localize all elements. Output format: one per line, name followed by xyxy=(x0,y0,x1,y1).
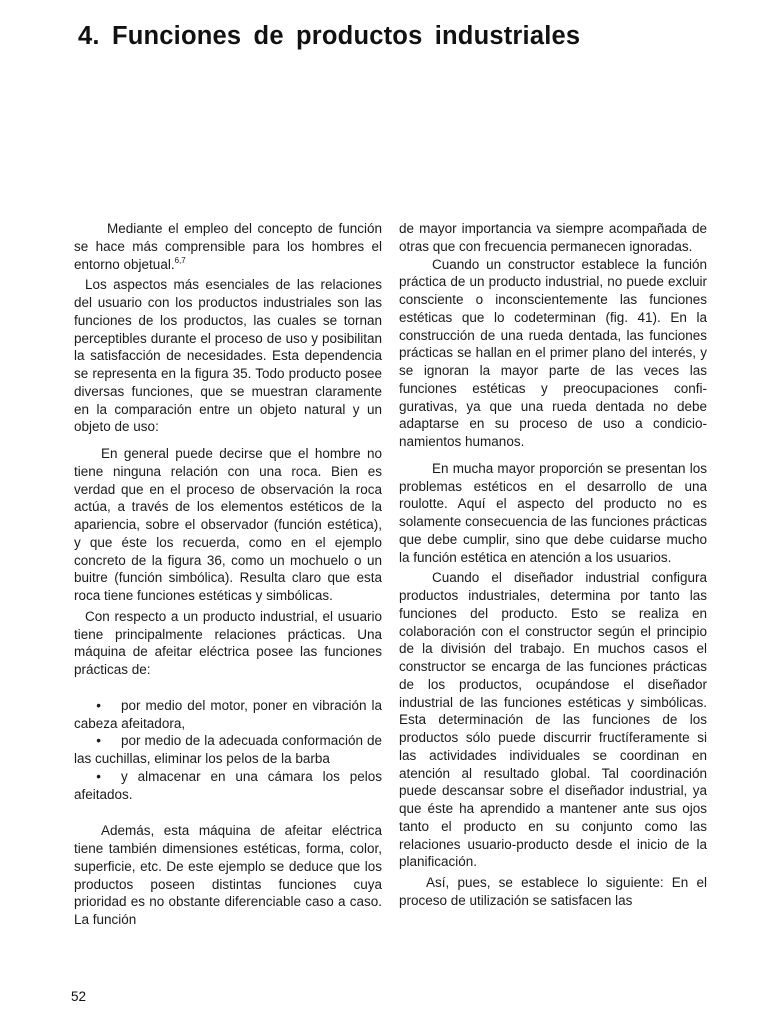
bullet-icon: • xyxy=(96,697,101,713)
bullet-icon: • xyxy=(96,733,101,749)
page-number: 52 xyxy=(71,989,87,1004)
paragraph-text: Mediante el empleo del concepto de función se hace más comprensible para los hombres el entorno objetual. xyxy=(74,221,382,272)
list-item xyxy=(74,697,382,733)
page-title: 4. Funciones de productos industriales xyxy=(78,22,581,50)
list-item xyxy=(74,732,382,768)
list-item-text: por medio del motor, poner en vibración la cabeza afeitadora, xyxy=(74,697,382,731)
list-item-text: y almacenar en una cámara los pelos afeitados. xyxy=(74,768,382,802)
bullet-list xyxy=(74,697,382,804)
paragraph: Así, pues, se establece lo siguiente: En el proceso de utilización se satisfacen las xyxy=(399,875,707,908)
paragraph: Con respecto a un producto industrial, el usuario tiene principalmente relaciones prácticas. Una máquina de afeitar eléctrica posee las funciones prácticas de: xyxy=(74,608,382,677)
footnote-ref: 6,7 xyxy=(174,255,186,265)
paragraph: de mayor importancia va siempre acompañada de otras que con frecuencia permanecen ignoradas. xyxy=(399,221,707,254)
right-column xyxy=(399,220,707,910)
bullet-icon: • xyxy=(96,768,101,784)
paragraph: Cuando un constructor establece la función práctica de un producto industrial, no puede excluir consciente o inconscientemente las funciones estéticas que lo codeterminan (fig. 41). En la construcción de una rueda dentada, las funciones prácticas se hallan en el primer plano del interés, y se ignoran la mayor parte de las veces las funciones estéticas y preocupaciones configurativas, ya que una rueda dentada no debe adaptarse en su proceso de uso a condicionamientos humanos. xyxy=(399,256,707,449)
paragraph: En general puede decirse que el hombre no tiene ninguna relación con una roca. Bien es verdad que en el proceso de observación la roca actúa, a través de los elementos estéticos de la apariencia, sobre el observador (función estética), y que éste los recuerda, como en el ejemplo concreto de la figura 36, como un mochuelo o un buitre (función simbólica). Resulta claro que esta roca tiene funciones estéticas y simbólicas. xyxy=(74,446,382,603)
list-item xyxy=(74,768,382,804)
paragraph xyxy=(74,220,382,273)
list-item-text: por medio de la adecuada conformación de las cuchillas, eliminar los pelos de la barba xyxy=(74,733,382,766)
paragraph: En mucha mayor proporción se presentan los problemas estéticos en el desarrollo de una roulotte. Aquí el aspecto del producto no es solamente consecuencia de las funciones prácticas que debe cumplir, sino que debe cuidarse mucho la función estética en atención a los usuarios. xyxy=(399,460,707,565)
paragraph: Cuando el diseñador industrial configura productos industriales, determina por tanto las funciones del producto. Esto se realiza en colaboración con el constructor según el principio de la división del trabajo. En muchos casos el constructor se encarga de las funciones prácticas de los productos, ocupándose el diseñador industrial de las funciones estéticas y simbólicas. Esta determinación de las funciones de los productos sólo puede discurrir fructíferamente si las actividades individuales se coordinan en atención al resultado global. Tal coordinación puede descansar sobre el diseñador industrial, ya que éste ha aprendido a mantener ante sus ojos tanto el producto en su conjunto como las relaciones usuario-producto desde el inicio de la planificación. xyxy=(399,570,707,870)
paragraph: Además, esta máquina de afeitar eléctrica tiene también dimensiones estéticas, forma, color, superficie, etc. De este ejemplo se deduce que los productos poseen distintas funciones cuya prioridad es no obstante diferenciable caso a caso. La función xyxy=(74,823,382,927)
paragraph: Los aspectos más esenciales de las relaciones del usuario con los productos industriales son las funciones de los productos, las cuales se tornan perceptibles durante el proceso de uso y posibilitan la satisfacción de necesidades. Esta dependencia se representa en la figura 35. Todo producto posee diversas funciones, que se muestran claramente en la comparación entre un objeto natural y un objeto de uso: xyxy=(74,277,382,435)
left-column xyxy=(74,220,382,929)
